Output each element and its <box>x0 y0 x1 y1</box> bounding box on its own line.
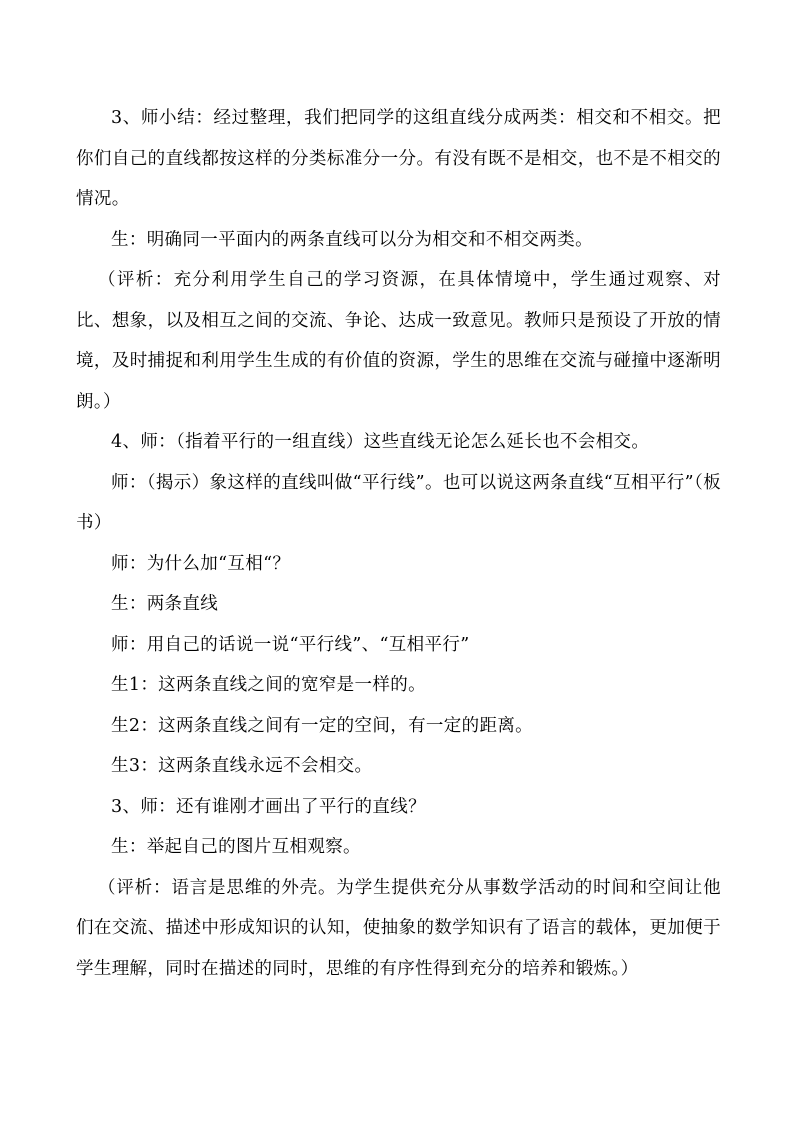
paragraph-student-1: 生1：这两条直线之间的宽窄是一样的。 <box>111 675 426 695</box>
paragraph-teacher-own-words: 师：用自己的话说一说“平行线”、“互相平行” <box>111 634 470 655</box>
paragraph-student-clarify: 生：明确同一平面内的两条直线可以分为相交和不相交两类。 <box>111 229 593 250</box>
paragraph-teacher-summary: 3、师小结：经过整理，我们把同学的这组直线分成两类：相交和不相交。把你们自己的直线都按这样的分类标准分一分。有没有既不是相交，也不是不相交的情况。 <box>76 108 721 209</box>
paragraph-teacher-question: 师：为什么加“互相“？ <box>111 553 291 574</box>
paragraph-commentary-1: （评析：充分利用学生自己的学习资源，在具体情境中，学生通过观察、对比、想象，以及相互之间的交流、争论、达成一致意见。教师只是预设了开放的情境，及时捕捉和利用学生生成的有价值的资源，学生的思维在交流与碰撞中逐渐明朗。） <box>76 270 721 412</box>
paragraph-student-answer: 生：两条直线 <box>111 594 219 614</box>
paragraph-teacher-who-drew: 3、师：还有谁刚才画出了平行的直线？ <box>111 796 426 817</box>
paragraph-teacher-reveal: 师：（揭示）象这样的直线叫做“平行线”。也可以说这两条直线“互相平行”（板书） <box>76 472 721 533</box>
document-body <box>76 98 721 989</box>
paragraph-commentary-2: （评析：语言是思维的外壳。为学生提供充分从事数学活动的时间和空间让他们在交流、描述中形成知识的认知，使抽象的数学知识有了语言的载体，更加便于学生理解，同时在描述的同时，思维的有序性得到充分的培养和锻炼。） <box>76 877 721 979</box>
paragraph-student-3: 生3：这两条直线永远不会相交。 <box>111 756 373 776</box>
paragraph-student-observe: 生：举起自己的图片互相观察。 <box>111 837 361 857</box>
paragraph-student-2: 生2：这两条直线之间有一定的空间，有一定的距离。 <box>111 715 534 736</box>
paragraph-teacher-parallel: 4、师：（指着平行的一组直线）这些直线无论怎么延长也不会相交。 <box>111 432 650 452</box>
